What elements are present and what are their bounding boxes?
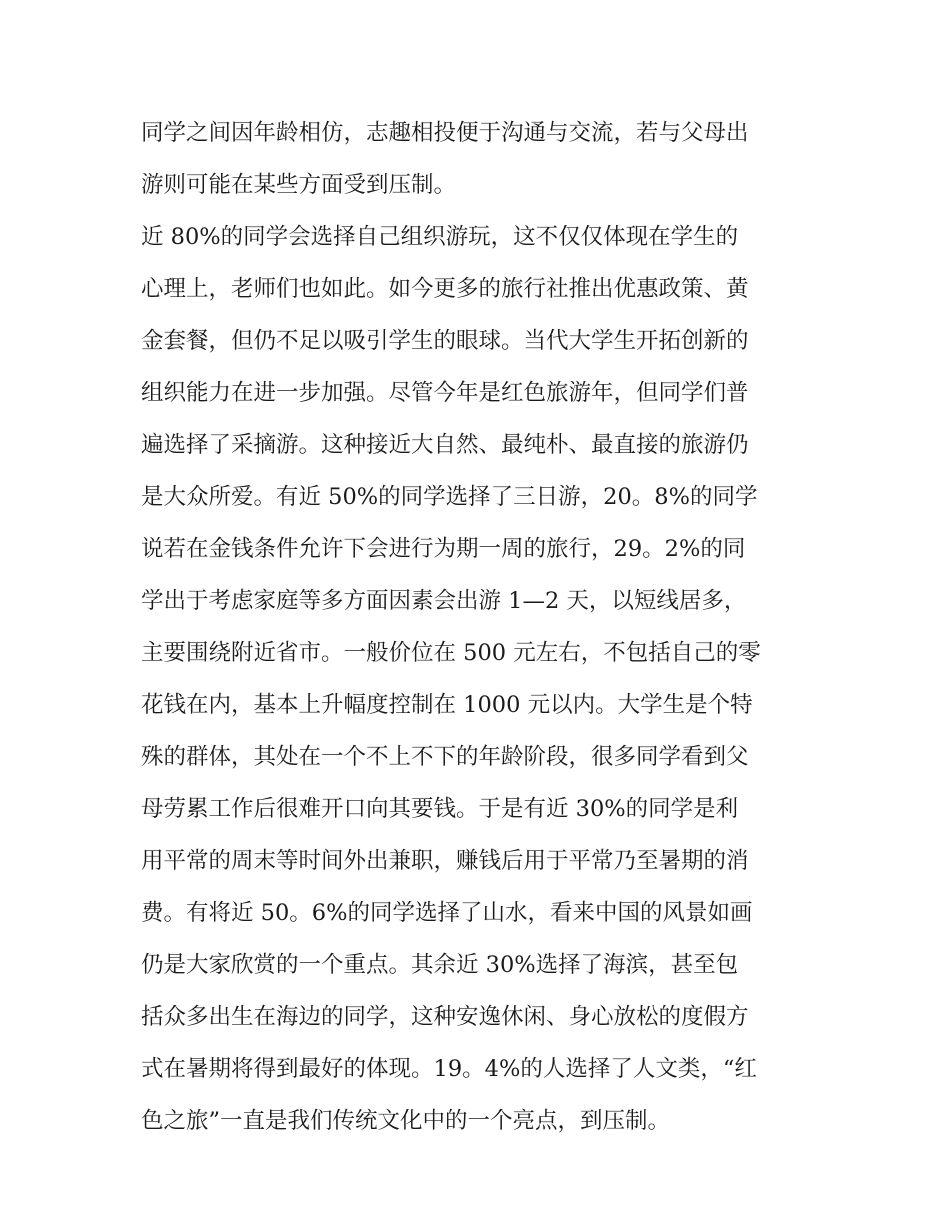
text-line: 母劳累工作后很难开口向其要钱。于是有近 30%的同学是利 xyxy=(141,796,739,822)
text-line: 金套餐，但仍不足以吸引学生的眼球。当代大学生开拓创新的 xyxy=(141,328,749,354)
text-line: 近 80%的同学会选择自己组织游玩，这不仅仅体现在学生的 xyxy=(141,224,739,250)
text-line: 仍是大家欣赏的一个重点。其余近 30%选择了海滨，甚至包 xyxy=(141,952,739,978)
text-line: 用平常的周末等时间外出兼职，赚钱后用于平常乃至暑期的消 xyxy=(141,848,749,874)
text-line: 是大众所爱。有近 50%的同学选择了三日游，20。8%的同学 xyxy=(141,484,758,510)
text-line: 式在暑期将得到最好的体现。19。4%的人选择了人文类，“红 xyxy=(141,1056,757,1082)
text-line: 主要围绕附近省市。一般价位在 500 元左右，不包括自己的零 xyxy=(141,640,761,666)
text-line: 同学之间因年龄相仿，志趣相投便于沟通与交流，若与父母出 xyxy=(141,120,749,146)
text-line: 花钱在内，基本上升幅度控制在 1000 元以内。大学生是个特 xyxy=(141,692,753,718)
text-line: 括众多出生在海边的同学，这种安逸休闲、身心放松的度假方 xyxy=(141,1004,749,1030)
text-line: 费。有将近 50。6%的同学选择了山水，看来中国的风景如画 xyxy=(141,900,753,926)
text-line: 学出于考虑家庭等多方面因素会出游 1—2 天，以短线居多， xyxy=(141,588,747,614)
text-line: 心理上，老师们也如此。如今更多的旅行社推出优惠政策、黄 xyxy=(141,276,749,302)
text-line: 说若在金钱条件允许下会进行为期一周的旅行，29。2%的同 xyxy=(141,536,746,562)
text-line: 遍选择了采摘游。这种接近大自然、最纯朴、最直接的旅游仍 xyxy=(141,432,749,458)
text-line: 殊的群体，其处在一个不上不下的年龄阶段，很多同学看到父 xyxy=(141,744,749,770)
body-text xyxy=(141,107,821,1147)
text-line: 游则可能在某些方面受到压制。 xyxy=(141,172,457,198)
text-line: 色之旅”一直是我们传统文化中的一个亮点，到压制。 xyxy=(141,1108,671,1134)
text-line: 组织能力在进一步加强。尽管今年是红色旅游年，但同学们普 xyxy=(141,380,749,406)
